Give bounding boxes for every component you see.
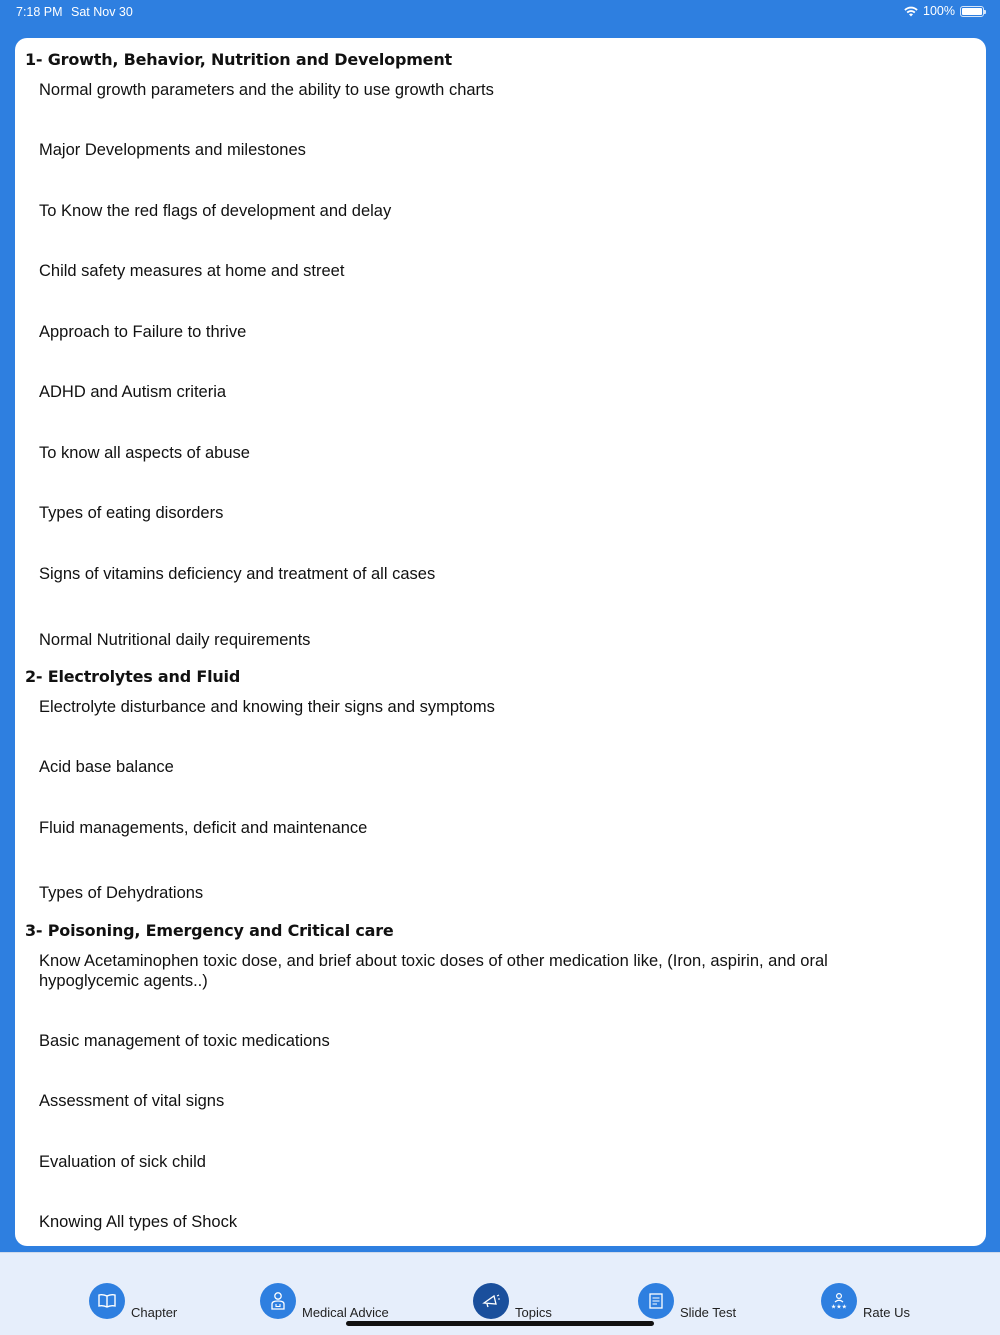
tab-label: Chapter bbox=[131, 1305, 178, 1320]
topic-item[interactable]: Electrolyte disturbance and knowing their signs and symptoms bbox=[39, 698, 495, 716]
status-time: 7:18 PM bbox=[16, 5, 63, 19]
topic-item[interactable]: Types of Dehydrations bbox=[39, 884, 204, 902]
battery-percent: 100% bbox=[923, 4, 955, 18]
tab-medical-advice[interactable] bbox=[260, 1283, 400, 1323]
status-bar bbox=[0, 0, 1000, 26]
topic-item[interactable]: ADHD and Autism criteria bbox=[39, 383, 227, 401]
megaphone-icon bbox=[473, 1283, 509, 1319]
wifi-icon bbox=[904, 6, 918, 17]
status-right bbox=[904, 4, 984, 18]
battery-icon bbox=[960, 6, 984, 17]
section-title: 1- Growth, Behavior, Nutrition and Development bbox=[25, 50, 452, 69]
topic-item[interactable]: To Know the red flags of development and delay bbox=[39, 202, 392, 220]
topic-item[interactable]: Know Acetaminophen toxic dose, and brief about toxic doses of other medication like, (Iron, aspirin, and oral hypoglycemic agents..) bbox=[39, 952, 828, 990]
tab-label: Rate Us bbox=[863, 1305, 910, 1320]
topic-item[interactable]: Basic management of toxic medications bbox=[39, 1032, 330, 1050]
tab-topics[interactable] bbox=[473, 1283, 563, 1323]
book-icon bbox=[89, 1283, 125, 1319]
svg-text:★★★: ★★★ bbox=[830, 1303, 848, 1310]
topic-item[interactable]: Acid base balance bbox=[39, 758, 174, 776]
tab-label: Slide Test bbox=[680, 1305, 737, 1320]
topic-item[interactable]: Signs of vitamins deficiency and treatment of all cases bbox=[39, 565, 436, 583]
stars-person-icon bbox=[821, 1283, 857, 1319]
section-title: 2- Electrolytes and Fluid bbox=[25, 667, 241, 686]
section-title: 3- Poisoning, Emergency and Critical care bbox=[25, 921, 394, 940]
topic-item[interactable]: Types of eating disorders bbox=[39, 504, 224, 522]
notepad-icon bbox=[638, 1283, 674, 1319]
tab-slide-test[interactable] bbox=[638, 1283, 748, 1323]
topics-list[interactable] bbox=[15, 38, 986, 1246]
topic-item[interactable]: Assessment of vital signs bbox=[39, 1092, 225, 1110]
topic-item[interactable]: Child safety measures at home and street bbox=[39, 262, 345, 280]
topic-item[interactable]: To know all aspects of abuse bbox=[39, 444, 250, 462]
topic-item[interactable]: Knowing All types of Shock bbox=[39, 1213, 238, 1231]
topic-item[interactable]: Normal Nutritional daily requirements bbox=[39, 631, 311, 649]
home-indicator[interactable] bbox=[346, 1321, 654, 1326]
tab-rate-us[interactable] bbox=[821, 1283, 921, 1323]
doctor-icon bbox=[260, 1283, 296, 1319]
tab-label: Medical Advice bbox=[302, 1305, 389, 1320]
topic-item[interactable]: Normal growth parameters and the ability to use growth charts bbox=[39, 81, 494, 99]
topic-item[interactable]: Evaluation of sick child bbox=[39, 1153, 206, 1171]
topic-item[interactable]: Approach to Failure to thrive bbox=[39, 323, 247, 341]
tab-chapter[interactable] bbox=[89, 1283, 189, 1323]
topic-item[interactable]: Major Developments and milestones bbox=[39, 141, 306, 159]
topic-item[interactable]: Fluid managements, deficit and maintenance bbox=[39, 819, 368, 837]
tab-label: Topics bbox=[515, 1305, 552, 1320]
status-date: Sat Nov 30 bbox=[71, 5, 133, 19]
